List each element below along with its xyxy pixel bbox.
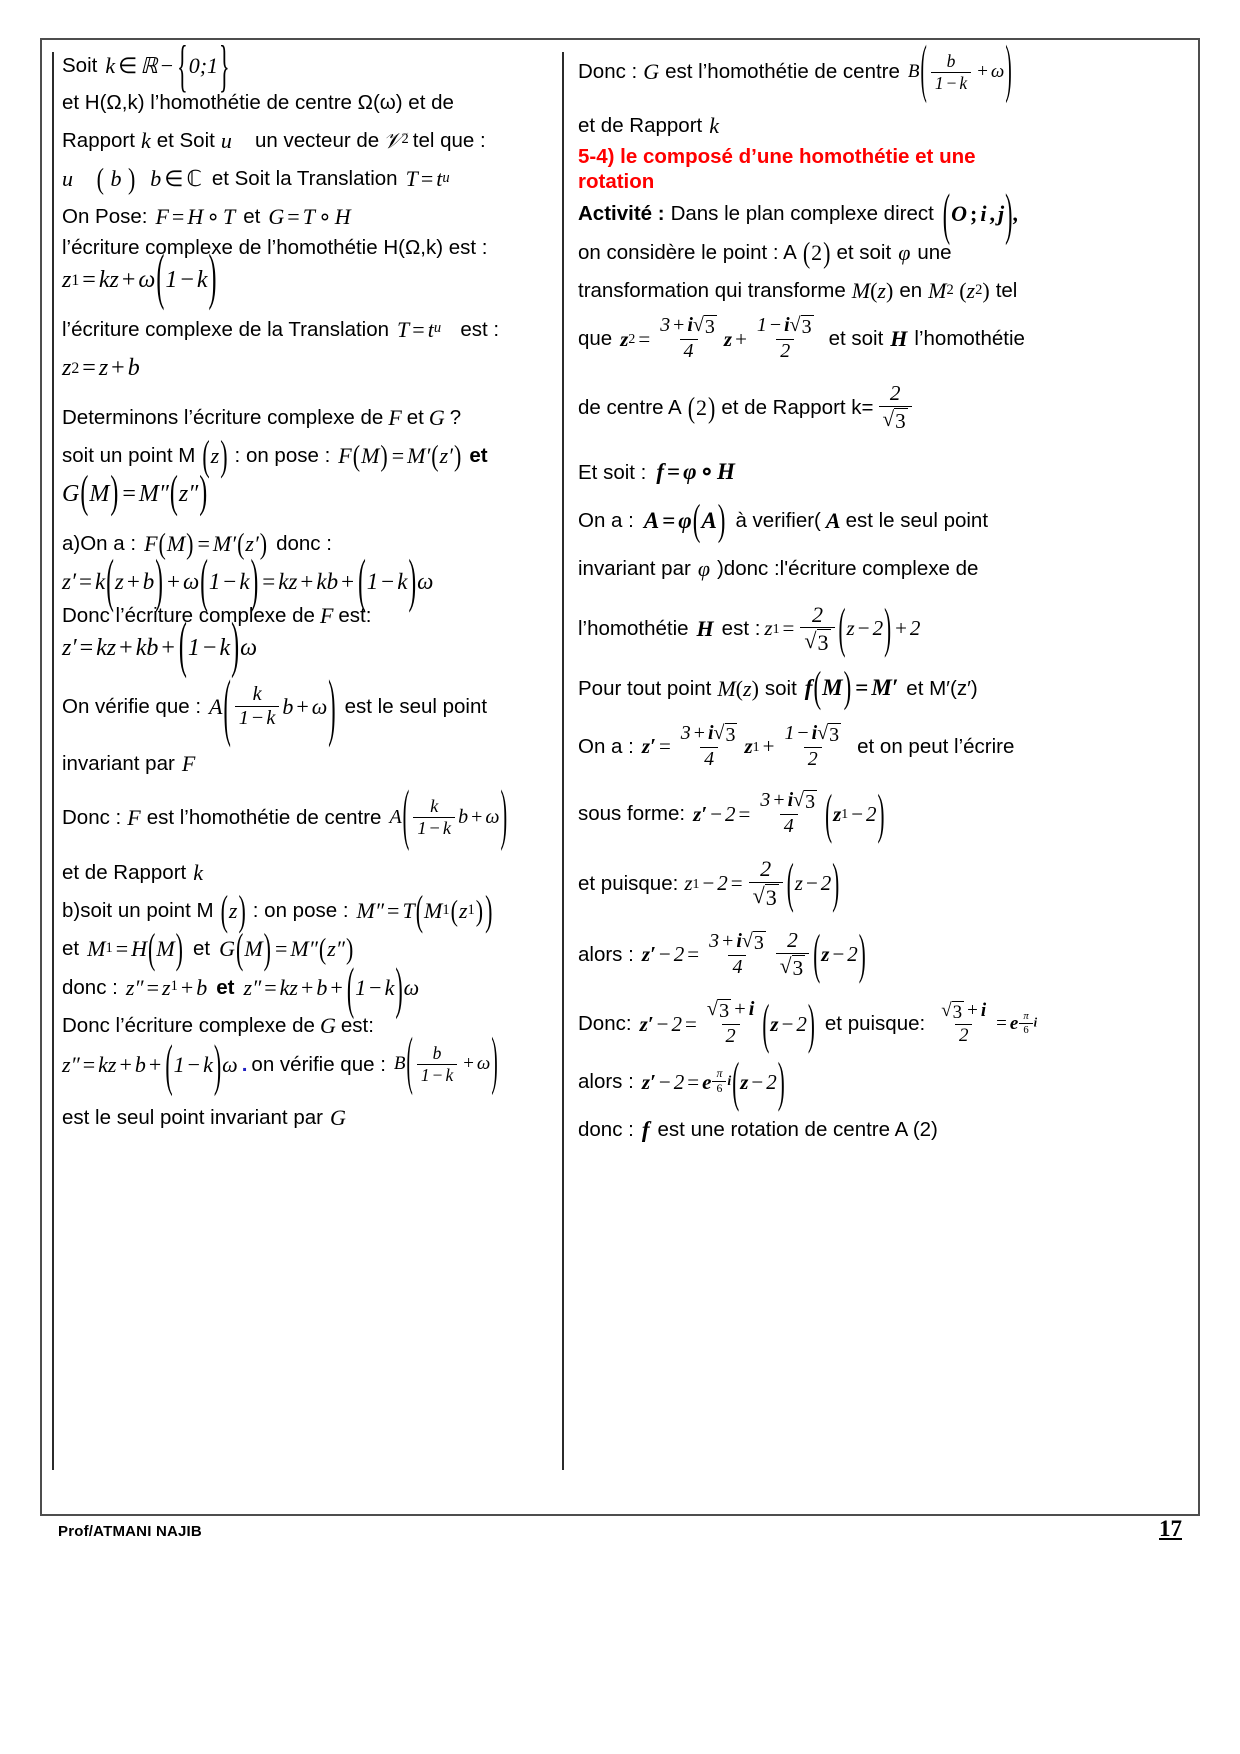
math-repere-O-i-j: ( O ; i , j ) , xyxy=(942,181,1019,247)
right-column xyxy=(564,35,1076,1155)
line-alors-zprime-produit xyxy=(578,923,1076,986)
label-alors-1: alors : xyxy=(578,942,634,966)
line-rapport-vecteur: Rapport k et Soit u⃗ un vecteur de 𝒱 2 tel que : xyxy=(62,127,486,153)
math-z-paren-2: ( z ) xyxy=(220,886,246,935)
label-donc-6: donc : xyxy=(578,1118,634,1142)
math-F-equals-HoT: F = H ∘ T xyxy=(155,204,236,230)
line-donc-zsecond xyxy=(62,954,554,1020)
label-on-peut-lecrire: et on peut l’écrire xyxy=(857,734,1015,758)
label-donc-5: Donc: xyxy=(578,1011,632,1035)
line-on-pose xyxy=(62,203,554,230)
label-a-verifier: à verifier( xyxy=(735,509,821,533)
left-column xyxy=(52,32,560,1143)
label-est-4: est : xyxy=(721,616,761,640)
label-on-verifie-2: on vérifie que : xyxy=(251,1052,386,1076)
left-column-rule xyxy=(52,52,54,1470)
line-centre-A-rapport xyxy=(578,382,1076,432)
label-donc-4: Donc : xyxy=(578,60,638,84)
label-donc-2: Donc : xyxy=(62,806,122,830)
math-z1-homothetie-H: z 1 = 2 √ 3 ( z − 2 ) + 2 xyxy=(764,597,921,660)
math-zprime-z1-transformation: z′ = 3 + i √ 3 4 z 1 + 1 − i √ 3 2 xyxy=(641,721,840,770)
label-on-pose-3: : on pose : xyxy=(252,899,349,923)
math-zprime-product: z′ − 2 = 3 + i √ 3 4 2 √ 3 ( z − 2 ) xyxy=(641,923,866,986)
label-soit: Soit xyxy=(62,53,98,77)
math-M-z: M ( z ) xyxy=(851,277,894,303)
math-z1-eq: z 1 = kz + ω ( 1 − k ) xyxy=(62,244,217,313)
equation-zprime-dev xyxy=(62,547,554,613)
line-on-a-zprime xyxy=(578,723,1076,770)
label-on-a-1: On a : xyxy=(578,509,634,533)
math-G-equals-ToH: G = T ∘ H xyxy=(268,204,351,230)
label-on-pose: On Pose: xyxy=(62,205,148,229)
label-est-1: est : xyxy=(460,317,500,341)
text-donc-ecriture-complexe: )donc :l'écriture complexe de xyxy=(716,557,979,581)
line-on-verifie-A xyxy=(62,663,554,749)
label-seul-point-2: est le seul point xyxy=(845,509,989,533)
line-a-on-a xyxy=(62,526,554,561)
line-donc-G-homothetie: Donc : G est l’homothétie de centre B ( $\frac{b}{1 - k}$ + ω ) xyxy=(578,35,1012,107)
label-alors-2: alors : xyxy=(578,1069,634,1093)
page-footer xyxy=(58,1516,1182,1542)
label-et-puisque-2: et puisque: xyxy=(824,1011,926,1035)
label-on-a-2: On a : xyxy=(578,734,634,758)
label-donc-3: donc : xyxy=(62,975,118,999)
label-une: une xyxy=(917,240,952,264)
label-que: que xyxy=(578,327,613,351)
label-lhomothetie: l’homothétie xyxy=(914,327,1025,351)
math-A-value-2b: ( 2 ) xyxy=(687,390,716,425)
two-column-layout xyxy=(52,32,1192,1504)
label-et-soit: et Soit xyxy=(156,128,215,152)
line-seul-point-invariant-G: est le seul point invariant par G xyxy=(62,1105,346,1131)
label-et-soit-3: et soit xyxy=(828,327,884,351)
label-et-bold: et xyxy=(469,443,488,467)
math-A-center-F: A ( $\frac{k}{1 - k}$ b + ω ) xyxy=(209,663,336,749)
text-est-homothetie-centre-F: est l’homothétie de centre xyxy=(146,806,382,830)
label-en: en xyxy=(899,278,923,302)
math-B-center: B ( $\frac{b}{1 - k}$ + ω ) xyxy=(393,1027,498,1099)
line-sous-forme xyxy=(578,782,1076,845)
math-zprime-simplified: z′ − 2 = √ 3 + i 2 ( z − 2 ) xyxy=(639,992,815,1055)
text-est-rotation-centre-A: est une rotation de centre A (2) xyxy=(657,1118,938,1142)
line-M1-H-M xyxy=(62,925,554,973)
math-zprime-development: z ′ = k ( z + b ) + ω ( 1 − k ) = kz + kb + ( 1 − k ) ω xyxy=(62,547,434,613)
label-invariant-par-2: invariant par xyxy=(578,557,691,581)
label-et-3: et xyxy=(62,937,80,961)
line-alors-exponentielle xyxy=(578,1050,1076,1113)
line-rapport-k-right: et de Rapport k xyxy=(578,113,719,139)
line-transformation xyxy=(578,277,1076,304)
math-Msecond-equals-T: M ″ = T ( M 1 ( z 1 ) ) xyxy=(356,886,493,935)
label-et-de-rapport-1: et de Rapport xyxy=(62,860,187,884)
label-et-Mprime-zprime: et M′(z′) xyxy=(906,676,978,700)
line-b-soit-point xyxy=(62,886,554,935)
math-FM-equals-Mprime-2: F ( M ) = M ′ ( z ′ ) xyxy=(144,526,268,561)
text-seul-point-invariant-G: est le seul point invariant par xyxy=(62,1106,323,1130)
math-zsecond-full: z ″ = kz + b + ( 1 − k ) ω xyxy=(243,954,420,1020)
text-plan-complexe: Dans le plan complexe direct xyxy=(670,202,934,226)
label-on-verifie-1: On vérifie que : xyxy=(62,694,202,718)
math-z2-eq: z 2 = z + b xyxy=(62,354,140,381)
text-ecriture-translation: l’écriture complexe de la Translation xyxy=(62,317,390,341)
text-transformation: transformation qui transforme xyxy=(578,278,846,302)
label-et-soit-translation: et Soit la Translation xyxy=(211,166,398,190)
equation-GM xyxy=(62,468,554,519)
label-b-soit-point: b)soit un point M xyxy=(62,899,214,923)
label-a-on-a: a)On a : xyxy=(62,531,137,555)
math-zprime-final: z ′ = kz + kb + ( 1 − k ) ω xyxy=(62,612,258,681)
line-donc-zprime-simplifie xyxy=(578,992,1076,1055)
label-sous-forme: sous forme: xyxy=(578,802,686,825)
label-seul-point-1: est le seul point xyxy=(344,694,488,718)
label-est-2: est: xyxy=(338,603,372,627)
math-f-equals-phi-o-H: f = φ ∘ H xyxy=(656,459,735,485)
line-et-soit-f xyxy=(578,458,1076,487)
math-b-in-C: b ∈ ℂ xyxy=(150,165,202,191)
label-est-3: est: xyxy=(340,1013,374,1037)
label-et-5: et xyxy=(216,975,235,999)
label-et-de-rapport-k-eq: et de Rapport k= xyxy=(721,395,874,419)
text-donc-ecriture-F: Donc l’écriture complexe de xyxy=(62,603,315,627)
math-phi-1: φ xyxy=(898,239,911,265)
label-activite: Activité : xyxy=(578,202,665,226)
text-ecriture-homothetie: l’écriture complexe de l’homothétie H(Ω,k) est : xyxy=(62,236,488,260)
line-homothetie-centre xyxy=(62,90,554,115)
line-que-z2-equation: que z 2 = 3 + i √ 3 4 z + 1 − i √ 3 2 et soit H l’homothétie xyxy=(578,314,1025,363)
line-conclusion-rotation: donc : f est une rotation de centre A (2) xyxy=(578,1116,938,1142)
math-M-z-2: M ( z ) xyxy=(717,675,759,701)
math-GM-equals-Msecond: G ( M ) = M ″ ( z ″ ) xyxy=(62,468,208,519)
math-zsecond-final: z ″ = kz + b + ( 1 − k ) ω xyxy=(62,1031,238,1097)
math-T-equals-t-u-2: T = t u⃗ xyxy=(397,316,453,342)
label-question-1: ? xyxy=(449,405,462,429)
label-et-de-rapport-2: et de Rapport xyxy=(578,113,703,137)
label-pour-tout-point: Pour tout point xyxy=(578,676,712,700)
line-invariant-F: invariant par F xyxy=(62,750,196,776)
line-donc-ecriture-G: Donc l’écriture complexe de G est: xyxy=(62,1012,374,1038)
footer-author: Prof/ATMANI NAJIB xyxy=(58,1523,202,1540)
label-et-puisque-1: et puisque: xyxy=(578,871,679,895)
line-soit-point-M xyxy=(62,431,554,480)
line-homothetie-H-est: l’homothétie H est : z 1 = 2 √ 3 ( z − 2 ) + 2 xyxy=(578,597,921,660)
label-invariant-par: invariant par xyxy=(62,751,175,775)
label-et-soit-2: et soit xyxy=(836,240,892,264)
math-FM-equals-Mprime: F ( M ) = M ′ ( z ′ ) xyxy=(338,438,462,473)
math-A-equals-phi-A: A = φ ( A ) xyxy=(643,495,726,544)
line-ecriture-translation xyxy=(62,316,554,343)
math-T-equals-t-u: T = t u⃗ xyxy=(405,165,461,191)
section-heading-5-4: 5-4) le composé d’une homothétie et une rotation xyxy=(578,145,976,194)
math-M2-z2: M 2 ( z 2 ) xyxy=(928,277,990,303)
line-considere-point-A xyxy=(578,235,1076,269)
label-soit-point-m: soit un point M xyxy=(62,443,196,467)
label-lhomothetie-2: l’homothétie xyxy=(578,616,689,640)
text-homothetie-centre: et H(Ω,k) l’homothétie de centre Ω(ω) et de xyxy=(62,91,454,115)
line-pour-tout-point xyxy=(578,663,1076,711)
label-un-vecteur-de: un vecteur de xyxy=(254,128,380,152)
label-et-2: et xyxy=(406,405,424,429)
math-zprime-minus-2-form: z′ − 2 = 3 + i √ 3 4 ( z 1 − 2 ) xyxy=(693,782,885,845)
label-tel-que: tel que : xyxy=(412,128,486,152)
math-k-2-over-sqrt3: 2 √ 3 xyxy=(876,382,915,432)
label-tel: tel xyxy=(995,278,1018,302)
math-u-b: u⃗ ( b ) xyxy=(62,161,136,196)
math-zsecond-z1-b: z ″ = z 1 + b xyxy=(125,974,208,1000)
blue-dot: . xyxy=(241,1052,248,1076)
equation-zsecond-B xyxy=(62,1027,554,1099)
footer-page-number: 17 xyxy=(1159,1516,1182,1541)
text-est-homothetie-centre-G: est l’homothétie de centre xyxy=(665,60,900,84)
line-invariant-phi: invariant par φ )donc :l'écriture complexe de xyxy=(578,556,979,582)
line-rapport-k-left: et de Rapport k xyxy=(62,859,203,885)
math-GM-equals-Msecond-2: G ( M ) = M ″ ( z ″ ) xyxy=(219,925,354,973)
equation-z2 xyxy=(62,354,554,384)
text-donc-ecriture-G: Donc l’écriture complexe de xyxy=(62,1013,315,1037)
line-et-puisque-z1 xyxy=(578,851,1076,915)
line-on-a-A-phi-A: On a : A = φ ( A ) à verifier( A est le seul point xyxy=(578,495,989,544)
line-determinons: Determinons l’écriture complexe de F et G ? xyxy=(62,404,462,430)
math-A-center-F-2: A ( $\frac{k}{1 - k}$ b + ω ) xyxy=(389,779,508,854)
text-determinons: Determinons l’écriture complexe de xyxy=(62,405,384,429)
line-soit-k xyxy=(62,32,554,98)
math-exp-form: √ 3 + i 2 = e $\frac{\pi}{6}$ i xyxy=(941,999,1038,1047)
math-B-center-2: B ( $\frac{b}{1 - k}$ + ω ) xyxy=(907,35,1012,107)
math-fM-equals-Mprime: f ( M ) = M′ xyxy=(804,663,899,711)
label-et-4: et xyxy=(193,937,211,961)
label-de-centre-A: de centre A xyxy=(578,395,682,419)
label-donc-1: donc : xyxy=(276,531,332,555)
math-z1-minus-2: z 1 − 2 = 2 √ 3 ( z − 2 ) xyxy=(684,851,840,915)
line-donc-ecriture-F: Donc l’écriture complexe de F est: xyxy=(62,602,372,628)
line-donc-F-homothetie: Donc : F est l’homothétie de centre A ( $\frac{k}{1 - k}$ b + ω ) xyxy=(62,779,508,854)
label-rapport: Rapport xyxy=(62,128,135,152)
math-M1-equals-HM: M 1 = H ( M ) xyxy=(87,925,183,973)
label-on-pose-2: : on pose : xyxy=(234,443,331,467)
line-u-b-translation xyxy=(62,161,554,196)
label-et-1: et xyxy=(243,205,261,229)
math-zprime-exponential: z′ − 2 = e $\frac{\pi}{6}$ i ( z − 2 ) xyxy=(641,1050,785,1113)
line-ecriture-homothetie xyxy=(62,235,554,260)
math-z2-transformation: z 2 = 3 + i √ 3 4 z + 1 − i √ 3 2 xyxy=(620,314,812,363)
line-activite xyxy=(578,181,1076,247)
label-considere-point: on considère le point : A xyxy=(578,240,797,264)
label-soit-2: soit xyxy=(764,676,797,700)
math-z-paren: ( z ) xyxy=(202,431,228,480)
math-A-value-2: ( 2 ) xyxy=(802,235,831,269)
label-et-soit-f: Et soit : xyxy=(578,460,647,484)
math-k-in-R: k ∈ ℝ − { 0;1 } xyxy=(105,32,230,98)
